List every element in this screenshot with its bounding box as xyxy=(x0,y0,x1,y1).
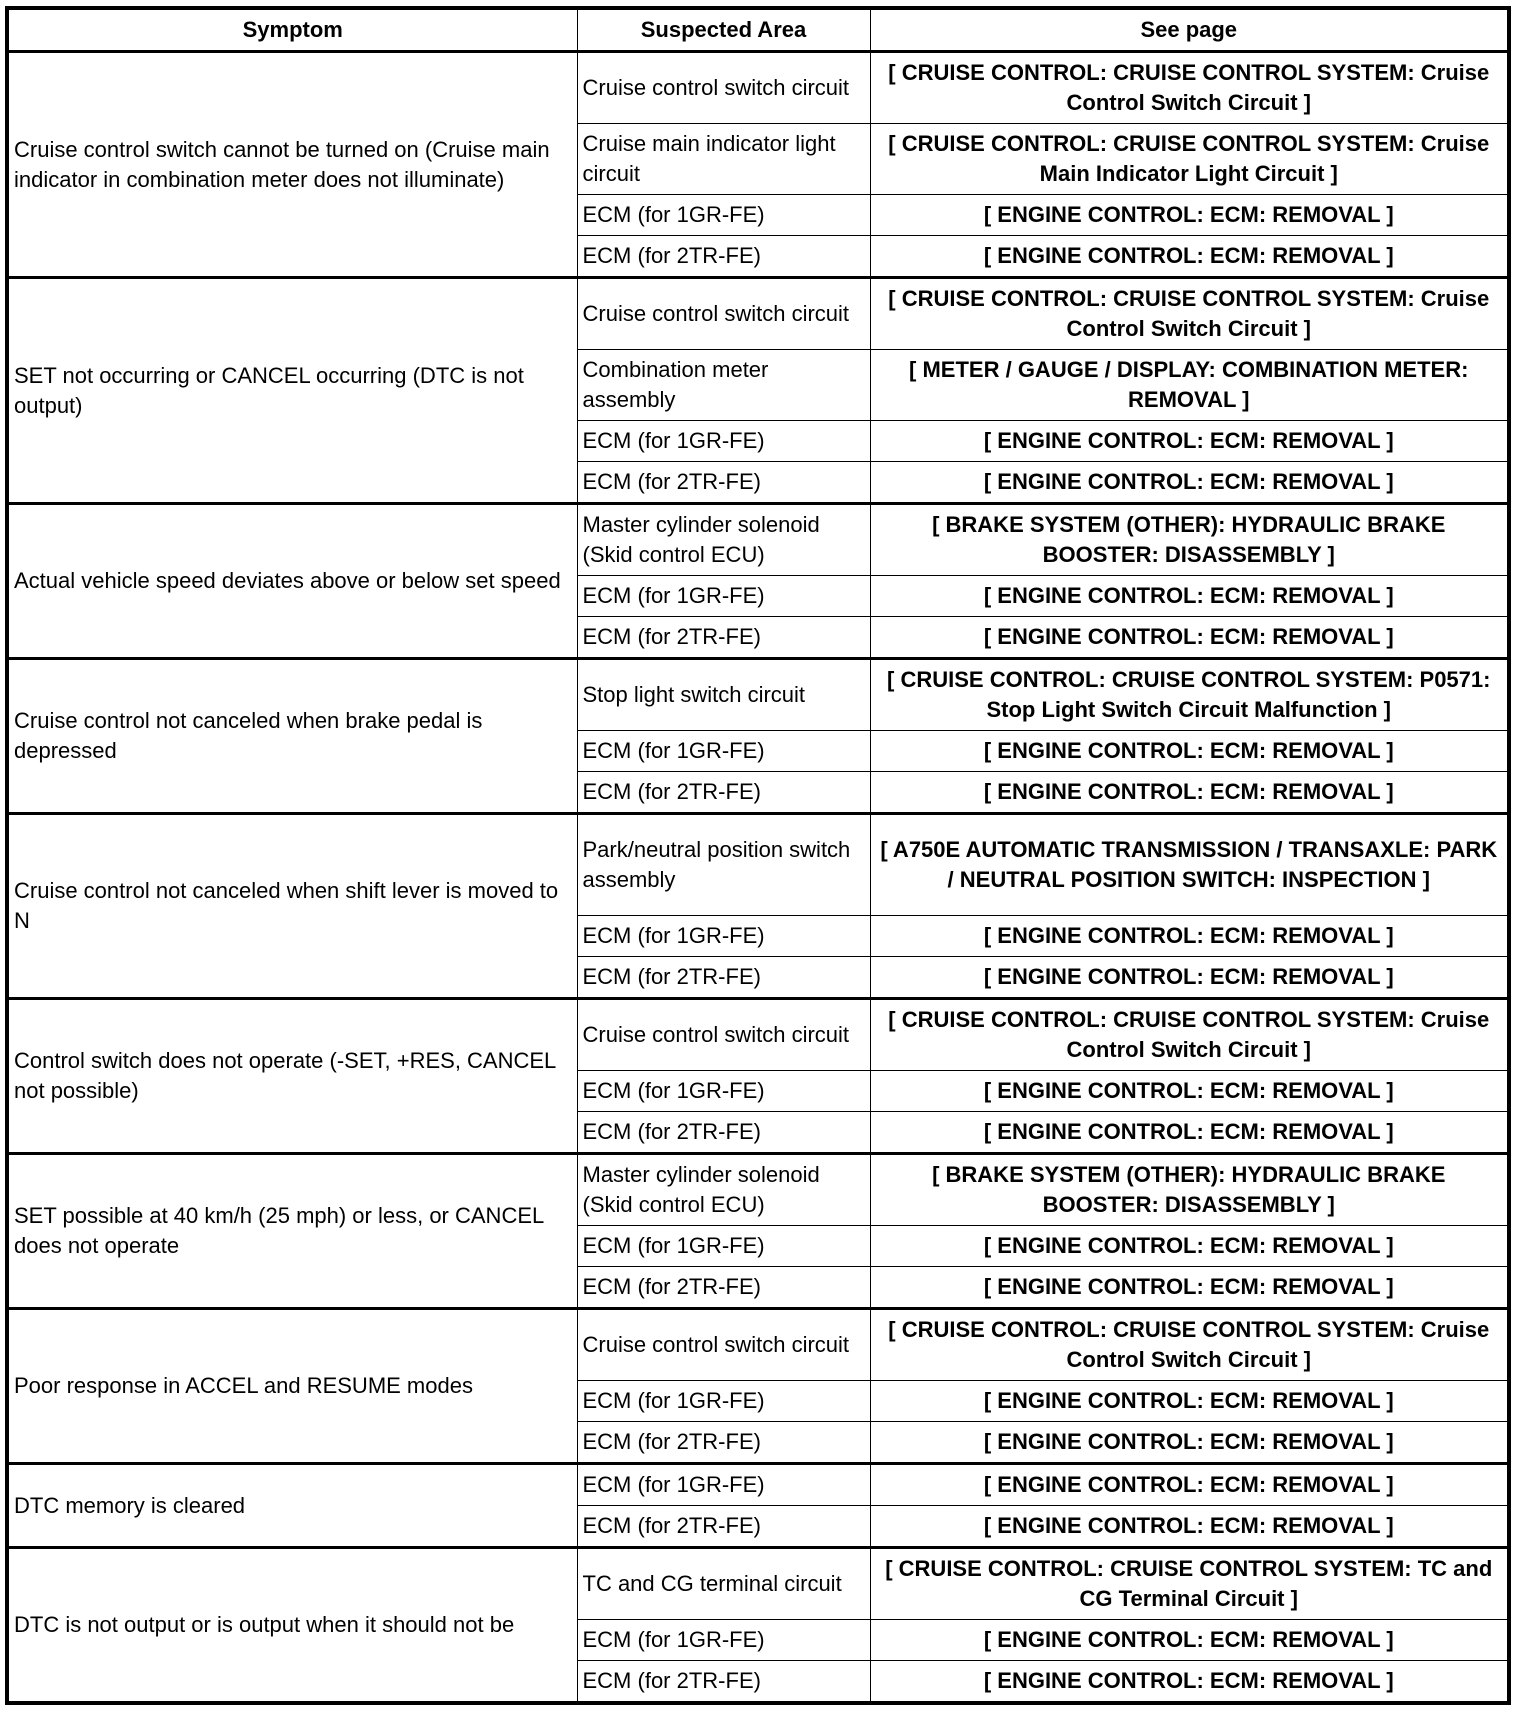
suspected-area-cell: ECM (for 1GR-FE) xyxy=(577,195,870,236)
suspected-area-cell: ECM (for 2TR-FE) xyxy=(577,1661,870,1704)
header-symptom: Symptom xyxy=(7,8,577,52)
see-page-link[interactable]: [ ENGINE CONTROL: ECM: REMOVAL ] xyxy=(870,772,1509,814)
suspected-area-cell: ECM (for 1GR-FE) xyxy=(577,576,870,617)
header-see-page: See page xyxy=(870,8,1509,52)
suspected-area-cell: ECM (for 1GR-FE) xyxy=(577,731,870,772)
table-row xyxy=(7,1548,1509,1620)
symptom-cell: Poor response in ACCEL and RESUME modes xyxy=(7,1309,577,1464)
suspected-area-cell: Cruise main indicator light circuit xyxy=(577,124,870,195)
see-page-link[interactable]: [ ENGINE CONTROL: ECM: REMOVAL ] xyxy=(870,957,1509,999)
table-row xyxy=(7,278,1509,350)
see-page-link[interactable]: [ ENGINE CONTROL: ECM: REMOVAL ] xyxy=(870,1661,1509,1704)
header-suspected-area: Suspected Area xyxy=(577,8,870,52)
suspected-area-cell: ECM (for 2TR-FE) xyxy=(577,772,870,814)
see-page-link[interactable]: [ ENGINE CONTROL: ECM: REMOVAL ] xyxy=(870,1464,1509,1506)
see-page-link[interactable]: [ ENGINE CONTROL: ECM: REMOVAL ] xyxy=(870,421,1509,462)
table-row xyxy=(7,52,1509,124)
see-page-link[interactable]: [ BRAKE SYSTEM (OTHER): HYDRAULIC BRAKE BOOSTER: DISASSEMBLY ] xyxy=(870,1154,1509,1226)
see-page-link[interactable]: [ CRUISE CONTROL: CRUISE CONTROL SYSTEM: Cruise Control Switch Circuit ] xyxy=(870,1309,1509,1381)
suspected-area-cell: ECM (for 2TR-FE) xyxy=(577,1112,870,1154)
suspected-area-cell: ECM (for 1GR-FE) xyxy=(577,1381,870,1422)
see-page-link[interactable]: [ METER / GAUGE / DISPLAY: COMBINATION METER: REMOVAL ] xyxy=(870,350,1509,421)
symptom-cell: Cruise control switch cannot be turned on (Cruise main indicator in combination meter does not illuminate) xyxy=(7,52,577,278)
see-page-link[interactable]: [ ENGINE CONTROL: ECM: REMOVAL ] xyxy=(870,1071,1509,1112)
suspected-area-cell: ECM (for 2TR-FE) xyxy=(577,1422,870,1464)
see-page-link[interactable]: [ ENGINE CONTROL: ECM: REMOVAL ] xyxy=(870,1112,1509,1154)
suspected-area-cell: ECM (for 1GR-FE) xyxy=(577,916,870,957)
suspected-area-cell: ECM (for 1GR-FE) xyxy=(577,1620,870,1661)
see-page-link[interactable]: [ ENGINE CONTROL: ECM: REMOVAL ] xyxy=(870,916,1509,957)
header-row xyxy=(7,8,1509,52)
suspected-area-cell: ECM (for 1GR-FE) xyxy=(577,1226,870,1267)
see-page-link[interactable]: [ ENGINE CONTROL: ECM: REMOVAL ] xyxy=(870,576,1509,617)
suspected-area-cell: Cruise control switch circuit xyxy=(577,52,870,124)
symptom-cell: DTC is not output or is output when it should not be xyxy=(7,1548,577,1704)
symptom-cell: Cruise control not canceled when shift lever is moved to N xyxy=(7,814,577,999)
suspected-area-cell: ECM (for 2TR-FE) xyxy=(577,236,870,278)
see-page-link[interactable]: [ CRUISE CONTROL: CRUISE CONTROL SYSTEM: Cruise Control Switch Circuit ] xyxy=(870,999,1509,1071)
see-page-link[interactable]: [ ENGINE CONTROL: ECM: REMOVAL ] xyxy=(870,1620,1509,1661)
suspected-area-cell: TC and CG terminal circuit xyxy=(577,1548,870,1620)
see-page-link[interactable]: [ ENGINE CONTROL: ECM: REMOVAL ] xyxy=(870,195,1509,236)
problem-symptoms-table xyxy=(5,6,1511,1705)
see-page-link[interactable]: [ ENGINE CONTROL: ECM: REMOVAL ] xyxy=(870,1506,1509,1548)
symptom-cell: Cruise control not canceled when brake pedal is depressed xyxy=(7,659,577,814)
see-page-link[interactable]: [ CRUISE CONTROL: CRUISE CONTROL SYSTEM: Cruise Control Switch Circuit ] xyxy=(870,278,1509,350)
suspected-area-cell: ECM (for 2TR-FE) xyxy=(577,1506,870,1548)
table-row xyxy=(7,814,1509,916)
see-page-link[interactable]: [ ENGINE CONTROL: ECM: REMOVAL ] xyxy=(870,731,1509,772)
suspected-area-cell: Combination meter assembly xyxy=(577,350,870,421)
see-page-link[interactable]: [ ENGINE CONTROL: ECM: REMOVAL ] xyxy=(870,1422,1509,1464)
table-row xyxy=(7,1154,1509,1226)
suspected-area-cell: Master cylinder solenoid (Skid control ECU) xyxy=(577,504,870,576)
see-page-link[interactable]: [ CRUISE CONTROL: CRUISE CONTROL SYSTEM: Cruise Main Indicator Light Circuit ] xyxy=(870,124,1509,195)
table-row xyxy=(7,1309,1509,1381)
symptom-cell: DTC memory is cleared xyxy=(7,1464,577,1548)
symptom-cell: Actual vehicle speed deviates above or below set speed xyxy=(7,504,577,659)
see-page-link[interactable]: [ ENGINE CONTROL: ECM: REMOVAL ] xyxy=(870,462,1509,504)
see-page-link[interactable]: [ ENGINE CONTROL: ECM: REMOVAL ] xyxy=(870,236,1509,278)
table-row xyxy=(7,659,1509,731)
see-page-link[interactable]: [ A750E AUTOMATIC TRANSMISSION / TRANSAXLE: PARK / NEUTRAL POSITION SWITCH: INSPECTION ] xyxy=(870,814,1509,916)
suspected-area-cell: Master cylinder solenoid (Skid control ECU) xyxy=(577,1154,870,1226)
suspected-area-cell: ECM (for 1GR-FE) xyxy=(577,421,870,462)
see-page-link[interactable]: [ ENGINE CONTROL: ECM: REMOVAL ] xyxy=(870,1381,1509,1422)
suspected-area-cell: ECM (for 1GR-FE) xyxy=(577,1071,870,1112)
table-row xyxy=(7,504,1509,576)
see-page-link[interactable]: [ ENGINE CONTROL: ECM: REMOVAL ] xyxy=(870,1226,1509,1267)
symptom-cell: SET possible at 40 km/h (25 mph) or less, or CANCEL does not operate xyxy=(7,1154,577,1309)
see-page-link[interactable]: [ CRUISE CONTROL: CRUISE CONTROL SYSTEM: P0571: Stop Light Switch Circuit Malfunction ] xyxy=(870,659,1509,731)
suspected-area-cell: ECM (for 2TR-FE) xyxy=(577,617,870,659)
suspected-area-cell: ECM (for 2TR-FE) xyxy=(577,462,870,504)
table-row xyxy=(7,1464,1509,1506)
see-page-link[interactable]: [ CRUISE CONTROL: CRUISE CONTROL SYSTEM: Cruise Control Switch Circuit ] xyxy=(870,52,1509,124)
see-page-link[interactable]: [ CRUISE CONTROL: CRUISE CONTROL SYSTEM: TC and CG Terminal Circuit ] xyxy=(870,1548,1509,1620)
suspected-area-cell: ECM (for 2TR-FE) xyxy=(577,957,870,999)
symptom-cell: Control switch does not operate (-SET, +RES, CANCEL not possible) xyxy=(7,999,577,1154)
suspected-area-cell: ECM (for 2TR-FE) xyxy=(577,1267,870,1309)
see-page-link[interactable]: [ ENGINE CONTROL: ECM: REMOVAL ] xyxy=(870,1267,1509,1309)
symptom-cell: SET not occurring or CANCEL occurring (DTC is not output) xyxy=(7,278,577,504)
suspected-area-cell: Cruise control switch circuit xyxy=(577,999,870,1071)
see-page-link[interactable]: [ BRAKE SYSTEM (OTHER): HYDRAULIC BRAKE BOOSTER: DISASSEMBLY ] xyxy=(870,504,1509,576)
table-row xyxy=(7,999,1509,1071)
see-page-link[interactable]: [ ENGINE CONTROL: ECM: REMOVAL ] xyxy=(870,617,1509,659)
suspected-area-cell: Park/neutral position switch assembly xyxy=(577,814,870,916)
table-body xyxy=(7,52,1509,1704)
suspected-area-cell: Stop light switch circuit xyxy=(577,659,870,731)
suspected-area-cell: Cruise control switch circuit xyxy=(577,1309,870,1381)
suspected-area-cell: ECM (for 1GR-FE) xyxy=(577,1464,870,1506)
suspected-area-cell: Cruise control switch circuit xyxy=(577,278,870,350)
